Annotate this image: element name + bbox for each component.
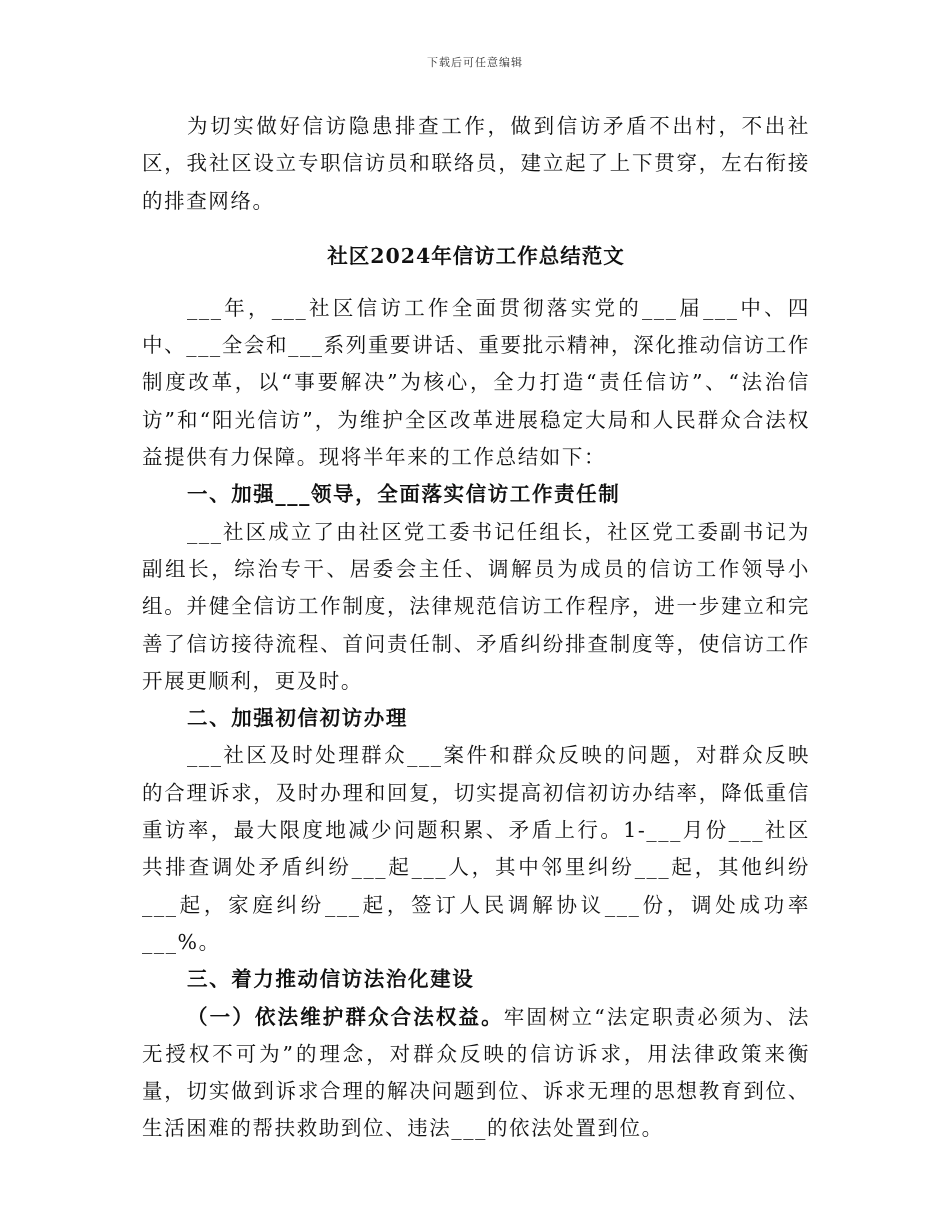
document-body [142,108,810,1148]
page-header-note: 下载后可任意编辑 [427,56,523,69]
paragraph-leadership: ___社区成立了由社区党工委书记任组长，社区党工委副书记为副组长，综治专干、居委会主任、调解员为成员的信访工作领导小组。并健全信访工作制度，法律规范信访工作程序，进一步建立和完善了信访接待流程、首问责任制、矛盾纠纷排查制度等，使信访工作开展更顺利，更及时。 [142,519,810,693]
subheading-1: （一）依法维护群众合法权益。 [187,1004,504,1029]
paragraph-overview: ___年，___社区信访工作全面贯彻落实党的___届___中、四中、___全会和___系列重要讲话、重要批示精神，深化推动信访工作制度改革，以“事要解决”为核心，全力打造“责任信访”、“法治信访”和“阳光信访”，为维护全区改革进展稳定大局和人民群众合法权益提供有力保障。现将半年来的工作总结如下： [142,295,810,470]
section-heading-2: 二、加强初信初访办理 [187,706,408,731]
paragraph-rule-of-law-text: 牢固树立“法定职责必须为、法无授权不可为”的理念，对群众反映的信访诉求，用法律政策来衡量，切实做到诉求合理的解决问题到位、诉求无理的思想教育到位、生活困难的帮扶救助到位、违法___的依法处置到位。 [142,1004,810,1141]
paragraph-initial-petitions: ___社区及时处理群众___案件和群众反映的问题，对群众反映的合理诉求，及时办理和回复，切实提高初信初访办结率，降低重信重访率，最大限度地减少问题积累、矛盾上行。1-___月份___社区共排查调处矛盾纠纷___起___人，其中邻里纠纷___起，其他纠纷___起，家庭纠纷___起，签订人民调解协议___份，调处成功率___%。 [142,743,810,954]
section-heading-1: 一、加强___领导，全面落实信访工作责任制 [187,482,621,507]
document-title: 社区2024年信访工作总结范文 [327,243,625,268]
paragraph-rule-of-law [142,999,810,1148]
section-heading-3: 三、着力推动信访法治化建设 [187,967,475,992]
intro-paragraph: 为切实做好信访隐患排查工作，做到信访矛盾不出村，不出社区，我社区设立专职信访员和联络员，建立起了上下贯穿，左右衔接的排查网络。 [142,114,810,213]
